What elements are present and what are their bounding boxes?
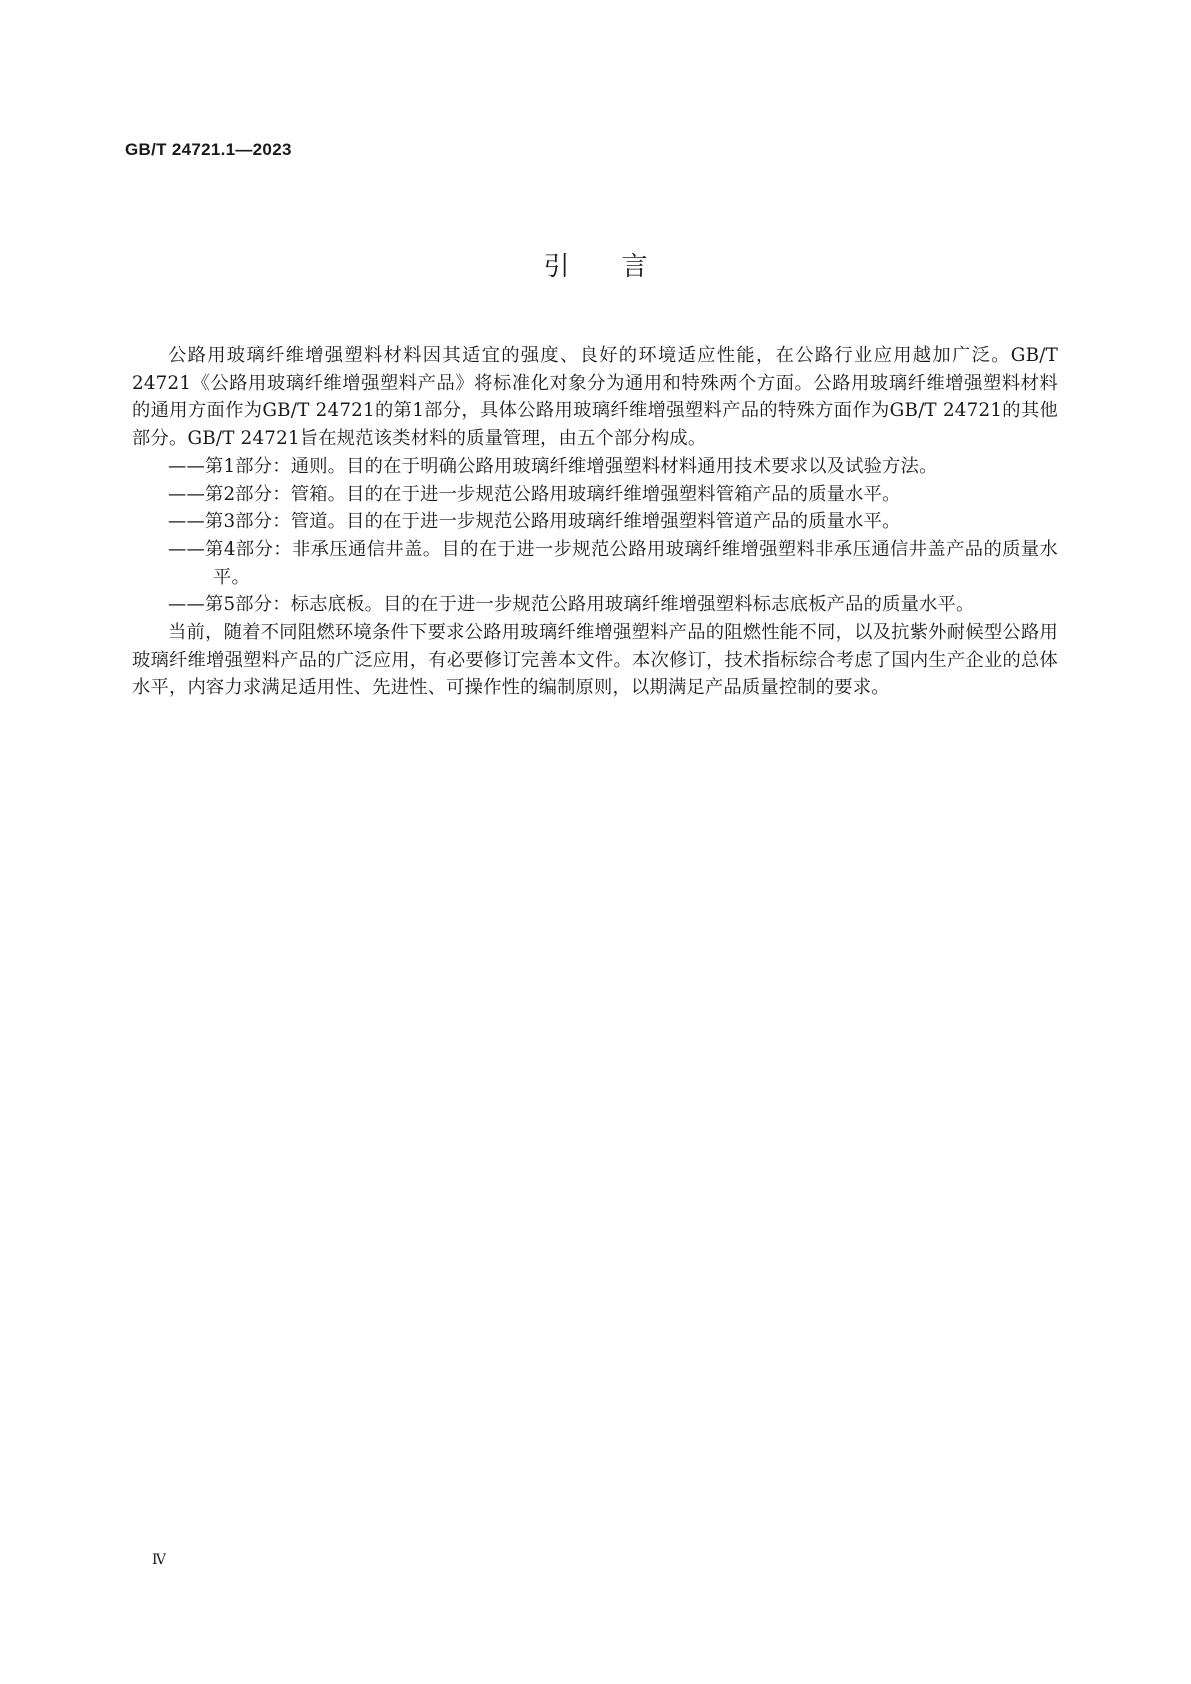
- standard-code-header: GB/T 24721.1—2023: [125, 140, 292, 159]
- part-4-item: ——第4部分：非承压通信井盖。目的在于进一步规范公路用玻璃纤维增强塑料非承压通信井盖产品的质量水平。: [168, 538, 1058, 588]
- part-3-item: ——第3部分：管道。目的在于进一步规范公路用玻璃纤维增强塑料管道产品的质量水平。: [168, 511, 901, 533]
- closing-paragraph: 当前，随着不同阻燃环境条件下要求公路用玻璃纤维增强塑料产品的阻燃性能不同，以及抗紫外耐候型公路用玻璃纤维增强塑料产品的广泛应用，有必要修订完善本文件。本次修订，技术指标综合考虑了国内生产企业的总体水平，内容力求满足适用性、先进性、可操作性的编制原则，以期满足产品质量控制的要求。: [132, 622, 1058, 699]
- part-1-item: ——第1部分：通则。目的在于明确公路用玻璃纤维增强塑料材料通用技术要求以及试验方法。: [168, 455, 938, 477]
- part-5-item: ——第5部分：标志底板。目的在于进一步规范公路用玻璃纤维增强塑料标志底板产品的质量水平。: [168, 594, 975, 616]
- intro-paragraph: 公路用玻璃纤维增强塑料材料因其适宜的强度、良好的环境适应性能，在公路行业应用越加广泛。GB/T 24721《公路用玻璃纤维增强塑料产品》将标准化对象分为通用和特殊两个方面。公路用玻璃纤维增强塑料材料的通用方面作为GB/T 24721的第1部分，具体公路用玻璃纤维增强塑料产品的特殊方面作为GB/T 24721的其他部分。GB/T 24721旨在规范该类材料的质量管理，由五个部分构成。: [132, 345, 1058, 450]
- page-title: 引 言: [543, 252, 648, 282]
- page-number: Ⅳ: [152, 1552, 166, 1568]
- part-2-item: ——第2部分：管箱。目的在于进一步规范公路用玻璃纤维增强塑料管箱产品的质量水平。: [168, 483, 901, 505]
- document-body: [132, 342, 1058, 702]
